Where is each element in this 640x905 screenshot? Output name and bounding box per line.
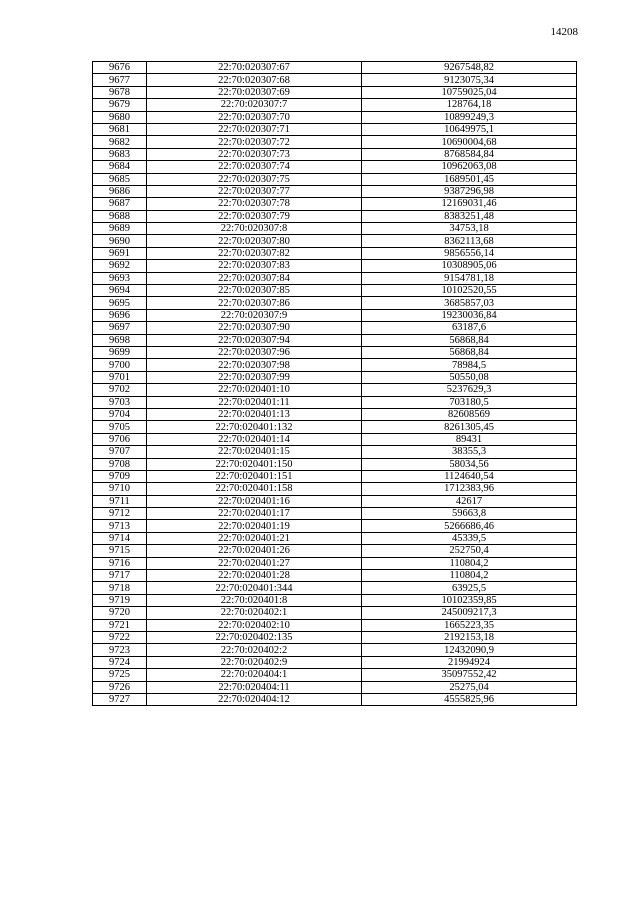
- cadastral-number-cell: 22:70:020401:13: [147, 408, 362, 420]
- row-number-cell: 9725: [93, 669, 147, 681]
- cadastral-number-cell: 22:70:020307:94: [147, 334, 362, 346]
- cadastral-number-cell: 22:70:020307:90: [147, 322, 362, 334]
- table-row: [93, 582, 577, 594]
- table-row: [93, 607, 577, 619]
- cadastral-number-cell: 22:70:020401:344: [147, 582, 362, 594]
- table-row: [93, 483, 577, 495]
- cadastral-number-cell: 22:70:020307:68: [147, 74, 362, 86]
- row-number-cell: 9720: [93, 607, 147, 619]
- cadastral-value-cell: 3685857,03: [362, 297, 577, 309]
- row-number-cell: 9705: [93, 421, 147, 433]
- row-number-cell: 9702: [93, 384, 147, 396]
- cadastral-value-cell: 245009217,3: [362, 607, 577, 619]
- table-row: [93, 681, 577, 693]
- row-number-cell: 9723: [93, 644, 147, 656]
- table-row: [93, 669, 577, 681]
- cadastral-number-cell: 22:70:020307:98: [147, 359, 362, 371]
- table-row: [93, 297, 577, 309]
- cadastral-number-cell: 22:70:020307:84: [147, 272, 362, 284]
- cadastral-number-cell: 22:70:020401:15: [147, 446, 362, 458]
- cadastral-value-cell: 12169031,46: [362, 198, 577, 210]
- cadastral-number-cell: 22:70:020307:8: [147, 223, 362, 235]
- cadastral-number-cell: 22:70:020402:9: [147, 656, 362, 668]
- row-number-cell: 9701: [93, 371, 147, 383]
- table-row: [93, 384, 577, 396]
- table-row: [93, 74, 577, 86]
- cadastral-number-cell: 22:70:020307:74: [147, 161, 362, 173]
- row-number-cell: 9688: [93, 210, 147, 222]
- cadastral-value-cell: 252750,4: [362, 545, 577, 557]
- cadastral-value-cell: 56868,84: [362, 334, 577, 346]
- row-number-cell: 9698: [93, 334, 147, 346]
- cadastral-value-cell: 9123075,34: [362, 74, 577, 86]
- cadastral-value-cell: 2192153,18: [362, 631, 577, 643]
- row-number-cell: 9700: [93, 359, 147, 371]
- row-number-cell: 9684: [93, 161, 147, 173]
- cadastral-number-cell: 22:70:020307:69: [147, 86, 362, 98]
- row-number-cell: 9715: [93, 545, 147, 557]
- cadastral-number-cell: 22:70:020402:135: [147, 631, 362, 643]
- cadastral-value-cell: 10308905,06: [362, 260, 577, 272]
- cadastral-number-cell: 22:70:020401:151: [147, 470, 362, 482]
- cadastral-number-cell: 22:70:020307:9: [147, 309, 362, 321]
- row-number-cell: 9713: [93, 520, 147, 532]
- row-number-cell: 9680: [93, 111, 147, 123]
- row-number-cell: 9727: [93, 693, 147, 705]
- table-row: [93, 161, 577, 173]
- table-row: [93, 557, 577, 569]
- cadastral-value-cell: 8362113,68: [362, 235, 577, 247]
- row-number-cell: 9693: [93, 272, 147, 284]
- cadastral-number-cell: 22:70:020401:11: [147, 396, 362, 408]
- table-row: [93, 458, 577, 470]
- cadastral-number-cell: 22:70:020307:79: [147, 210, 362, 222]
- cadastral-number-cell: 22:70:020307:85: [147, 285, 362, 297]
- row-number-cell: 9679: [93, 99, 147, 111]
- row-number-cell: 9682: [93, 136, 147, 148]
- table-row: [93, 136, 577, 148]
- cadastral-number-cell: 22:70:020401:10: [147, 384, 362, 396]
- row-number-cell: 9721: [93, 619, 147, 631]
- cadastral-value-cell: 42617: [362, 495, 577, 507]
- cadastral-value-cell: 59663,8: [362, 508, 577, 520]
- cadastral-value-cell: 5266686,46: [362, 520, 577, 532]
- row-number-cell: 9716: [93, 557, 147, 569]
- table-row: [93, 123, 577, 135]
- table-row: [93, 260, 577, 272]
- cadastral-value-cell: 78984,5: [362, 359, 577, 371]
- cadastral-value-cell: 128764,18: [362, 99, 577, 111]
- cadastral-number-cell: 22:70:020307:7: [147, 99, 362, 111]
- cadastral-value-cell: 10759025,04: [362, 86, 577, 98]
- row-number-cell: 9694: [93, 285, 147, 297]
- row-number-cell: 9687: [93, 198, 147, 210]
- cadastral-value-cell: 89431: [362, 433, 577, 445]
- cadastral-value-cell: 35097552,42: [362, 669, 577, 681]
- cadastral-number-cell: 22:70:020307:71: [147, 123, 362, 135]
- row-number-cell: 9696: [93, 309, 147, 321]
- table-row: [93, 359, 577, 371]
- cadastral-number-cell: 22:70:020401:27: [147, 557, 362, 569]
- table-row: [93, 619, 577, 631]
- row-number-cell: 9686: [93, 185, 147, 197]
- cadastral-number-cell: 22:70:020307:86: [147, 297, 362, 309]
- cadastral-number-cell: 22:70:020307:78: [147, 198, 362, 210]
- row-number-cell: 9712: [93, 508, 147, 520]
- cadastral-number-cell: 22:70:020401:19: [147, 520, 362, 532]
- cadastral-value-cell: 10102520,55: [362, 285, 577, 297]
- row-number-cell: 9717: [93, 570, 147, 582]
- table-row: [93, 656, 577, 668]
- cadastral-value-cell: 9154781,18: [362, 272, 577, 284]
- row-number-cell: 9699: [93, 346, 147, 358]
- row-number-cell: 9722: [93, 631, 147, 643]
- cadastral-number-cell: 22:70:020307:70: [147, 111, 362, 123]
- table-row: [93, 198, 577, 210]
- cadastral-value-cell: 63925,5: [362, 582, 577, 594]
- cadastral-value-cell: 63187,6: [362, 322, 577, 334]
- cadastral-number-cell: 22:70:020401:158: [147, 483, 362, 495]
- cadastral-number-cell: 22:70:020307:96: [147, 346, 362, 358]
- table-row: [93, 272, 577, 284]
- row-number-cell: 9691: [93, 247, 147, 259]
- cadastral-value-cell: 9387296,98: [362, 185, 577, 197]
- row-number-cell: 9707: [93, 446, 147, 458]
- cadastral-value-cell: 12432090,9: [362, 644, 577, 656]
- row-number-cell: 9718: [93, 582, 147, 594]
- table-row: [93, 408, 577, 420]
- cadastral-number-cell: 22:70:020401:14: [147, 433, 362, 445]
- table-row: [93, 185, 577, 197]
- table-row: [93, 594, 577, 606]
- table-row: [93, 545, 577, 557]
- cadastral-number-cell: 22:70:020401:21: [147, 532, 362, 544]
- cadastral-number-cell: 22:70:020307:67: [147, 62, 362, 74]
- row-number-cell: 9683: [93, 148, 147, 160]
- cadastral-value-cell: 45339,5: [362, 532, 577, 544]
- row-number-cell: 9704: [93, 408, 147, 420]
- cadastral-value-cell: 8261305,45: [362, 421, 577, 433]
- table-row: [93, 173, 577, 185]
- cadastral-value-cell: 8383251,48: [362, 210, 577, 222]
- row-number-cell: 9681: [93, 123, 147, 135]
- row-number-cell: 9711: [93, 495, 147, 507]
- cadastral-value-cell: 1665223,35: [362, 619, 577, 631]
- cadastral-value-cell: 19230036,84: [362, 309, 577, 321]
- cadastral-value-cell: 1124640,54: [362, 470, 577, 482]
- cadastral-value-cell: 1689501,45: [362, 173, 577, 185]
- table-row: [93, 421, 577, 433]
- row-number-cell: 9710: [93, 483, 147, 495]
- cadastral-value-cell: 58034,56: [362, 458, 577, 470]
- row-number-cell: 9676: [93, 62, 147, 74]
- table-row: [93, 247, 577, 259]
- table-row: [93, 520, 577, 532]
- row-number-cell: 9678: [93, 86, 147, 98]
- row-number-cell: 9685: [93, 173, 147, 185]
- table-row: [93, 86, 577, 98]
- cadastral-number-cell: 22:70:020401:132: [147, 421, 362, 433]
- cadastral-number-cell: 22:70:020307:99: [147, 371, 362, 383]
- cadastral-number-cell: 22:70:020307:80: [147, 235, 362, 247]
- row-number-cell: 9677: [93, 74, 147, 86]
- cadastral-value-cell: 4555825,96: [362, 693, 577, 705]
- cadastral-number-cell: 22:70:020401:28: [147, 570, 362, 582]
- cadastral-number-cell: 22:70:020307:75: [147, 173, 362, 185]
- table-row: [93, 446, 577, 458]
- table-row: [93, 470, 577, 482]
- row-number-cell: 9692: [93, 260, 147, 272]
- table-row: [93, 371, 577, 383]
- cadastral-number-cell: 22:70:020404:1: [147, 669, 362, 681]
- table-row: [93, 396, 577, 408]
- cadastral-number-cell: 22:70:020307:73: [147, 148, 362, 160]
- cadastral-value-cell: 110804,2: [362, 557, 577, 569]
- table-row: [93, 223, 577, 235]
- row-number-cell: 9726: [93, 681, 147, 693]
- table-row: [93, 148, 577, 160]
- table-row: [93, 532, 577, 544]
- table-row: [93, 309, 577, 321]
- cadastral-value-cell: 10899249,3: [362, 111, 577, 123]
- cadastral-value-cell: 34753,18: [362, 223, 577, 235]
- cadastral-number-cell: 22:70:020307:82: [147, 247, 362, 259]
- cadastral-value-cell: 21994924: [362, 656, 577, 668]
- table-row: [93, 508, 577, 520]
- cadastral-number-cell: 22:70:020307:77: [147, 185, 362, 197]
- cadastral-value-cell: 10649975,1: [362, 123, 577, 135]
- cadastral-value-cell: 56868,84: [362, 346, 577, 358]
- cadastral-number-cell: 22:70:020401:26: [147, 545, 362, 557]
- cadastral-number-cell: 22:70:020307:83: [147, 260, 362, 272]
- table-row: [93, 334, 577, 346]
- cadastral-number-cell: 22:70:020401:8: [147, 594, 362, 606]
- cadastral-value-cell: 82608569: [362, 408, 577, 420]
- table-row: [93, 495, 577, 507]
- table-row: [93, 322, 577, 334]
- row-number-cell: 9724: [93, 656, 147, 668]
- row-number-cell: 9709: [93, 470, 147, 482]
- row-number-cell: 9689: [93, 223, 147, 235]
- table-row: [93, 99, 577, 111]
- table-row: [93, 235, 577, 247]
- table-row: [93, 210, 577, 222]
- cadastral-value-cell: 25275,04: [362, 681, 577, 693]
- cadastral-number-cell: 22:70:020402:10: [147, 619, 362, 631]
- cadastral-value-cell: 10102359,85: [362, 594, 577, 606]
- row-number-cell: 9708: [93, 458, 147, 470]
- row-number-cell: 9695: [93, 297, 147, 309]
- row-number-cell: 9706: [93, 433, 147, 445]
- row-number-cell: 9703: [93, 396, 147, 408]
- table-row: [93, 346, 577, 358]
- cadastral-number-cell: 22:70:020307:72: [147, 136, 362, 148]
- row-number-cell: 9714: [93, 532, 147, 544]
- table-row: [93, 644, 577, 656]
- cadastral-value-cell: 38355,3: [362, 446, 577, 458]
- cadastral-number-cell: 22:70:020402:1: [147, 607, 362, 619]
- table-row: [93, 631, 577, 643]
- cadastral-value-cell: 10962063,08: [362, 161, 577, 173]
- cadastral-value-cell: 50550,08: [362, 371, 577, 383]
- cadastral-number-cell: 22:70:020404:12: [147, 693, 362, 705]
- cadastral-value-cell: 110804,2: [362, 570, 577, 582]
- cadastral-value-cell: 5237629,3: [362, 384, 577, 396]
- cadastral-number-cell: 22:70:020401:16: [147, 495, 362, 507]
- cadastral-number-cell: 22:70:020401:17: [147, 508, 362, 520]
- cadastral-number-cell: 22:70:020402:2: [147, 644, 362, 656]
- cadastral-value-cell: 8768584,84: [362, 148, 577, 160]
- cadastral-value-cell: 9856556,14: [362, 247, 577, 259]
- table-row: [93, 570, 577, 582]
- cadastral-value-table: [92, 61, 577, 706]
- cadastral-value-cell: 9267548,82: [362, 62, 577, 74]
- row-number-cell: 9690: [93, 235, 147, 247]
- cadastral-value-cell: 10690004,68: [362, 136, 577, 148]
- row-number-cell: 9719: [93, 594, 147, 606]
- cadastral-number-cell: 22:70:020404:11: [147, 681, 362, 693]
- cadastral-value-cell: 1712383,96: [362, 483, 577, 495]
- page-number: 14208: [550, 26, 578, 38]
- row-number-cell: 9697: [93, 322, 147, 334]
- cadastral-number-cell: 22:70:020401:150: [147, 458, 362, 470]
- table-row: [93, 111, 577, 123]
- table-row: [93, 285, 577, 297]
- table-body: [93, 62, 577, 706]
- cadastral-value-cell: 703180,5: [362, 396, 577, 408]
- table-row: [93, 62, 577, 74]
- table-row: [93, 693, 577, 705]
- table-row: [93, 433, 577, 445]
